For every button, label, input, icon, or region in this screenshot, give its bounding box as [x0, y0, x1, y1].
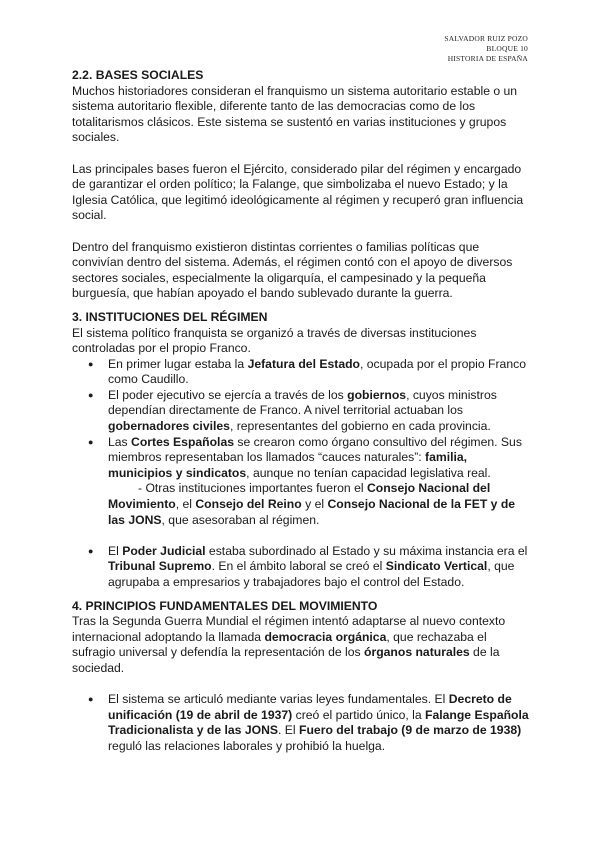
header-author: SALVADOR RUIZ POZO: [444, 34, 528, 43]
list-item: ● El sistema se articuló mediante varias leyes fundamentales. El Decreto de unificación (19 de abril de 1937) creó el partido único, la Falange Española Tradicionalista y de las JONS. El Fuero del trabajo (9 de marzo de 1938) reguló las relaciones laborales y prohibió la huelga.: [72, 692, 532, 754]
document-body: [72, 68, 532, 755]
paragraph: Las principales bases fueron el Ejército, considerado pilar del régimen y encargado de garantizar el orden político; la Falange, que simbolizaba el nuevo Estado; y la Iglesia Católica, que legitimó ideológicamente al régimen y recuperó gran influencia social.: [72, 161, 524, 223]
bullet-list: [72, 357, 532, 482]
section-title-bases-sociales: 2.2. BASES SOCIALES: [72, 68, 204, 82]
header-subject: HISTORIA DE ESPAÑA: [447, 54, 528, 63]
page-header: [444, 34, 528, 64]
paragraph: Dentro del franquismo existieron distintas corrientes o familias políticas que convivían dentro del sistema. Además, el régimen contó con el apoyo de diversos sectores sociales, especialmente la oligarquía, el campesinado y la pequeña burguesía, que habían apoyado el bando sublevado durante la guerra.: [72, 239, 513, 301]
section-title-principios: 4. PRINCIPIOS FUNDAMENTALES DEL MOVIMIENTO: [72, 598, 378, 613]
header-block: BLOQUE 10: [486, 44, 528, 53]
list-item: ● El poder ejecutivo se ejercía a través de los gobiernos, cuyos ministros dependían directamente de Franco. A nivel territorial actuaban los gobernadores civiles, representantes del gobierno en cada provincia.: [72, 388, 532, 435]
list-item: ● En primer lugar estaba la Jefatura del Estado, ocupada por el propio Franco como Caudillo.: [72, 357, 532, 388]
bullet-list: [72, 544, 532, 591]
list-item: ● Las Cortes Españolas se crearon como órgano consultivo del régimen. Sus miembros representaban los llamados “cauces naturales”: familia, municipios y sindicatos, aunque no tenían capacidad legislativa real.: [72, 435, 532, 482]
sub-note: - Otras instituciones importantes fueron el Consejo Nacional del Movimiento, el Consejo del Reino y el Consejo Nacional de la FET y de las JONS, que asesoraban al régimen.: [108, 481, 516, 527]
paragraph: Muchos historiadores consideran el franquismo un sistema autoritario estable o un sistema autoritario flexible, diferente tanto de las democracias como de los totalitarismos clásicos. Este sistema se sustentó en varias instituciones y grupos sociales.: [72, 83, 518, 145]
paragraph: Tras la Segunda Guerra Mundial el régimen intentó adaptarse al nuevo contexto internacional adoptando la llamada democracia orgánica, que rechazaba el sufragio universal y defendía la representación de los órganos naturales de la sociedad.: [72, 614, 506, 675]
bullet-list: [72, 692, 532, 754]
paragraph: El sistema político franquista se organizó a través de diversas instituciones controladas por el propio Franco.: [72, 325, 477, 356]
section-title-instituciones: 3. INSTITUCIONES DEL RÉGIMEN: [72, 309, 268, 324]
list-item: ● El Poder Judicial estaba subordinado al Estado y su máxima instancia era el Tribunal Supremo. En el ámbito laboral se creó el Sindicato Vertical, que agrupaba a empresarios y trabajadores bajo el control del Estado.: [72, 544, 532, 591]
